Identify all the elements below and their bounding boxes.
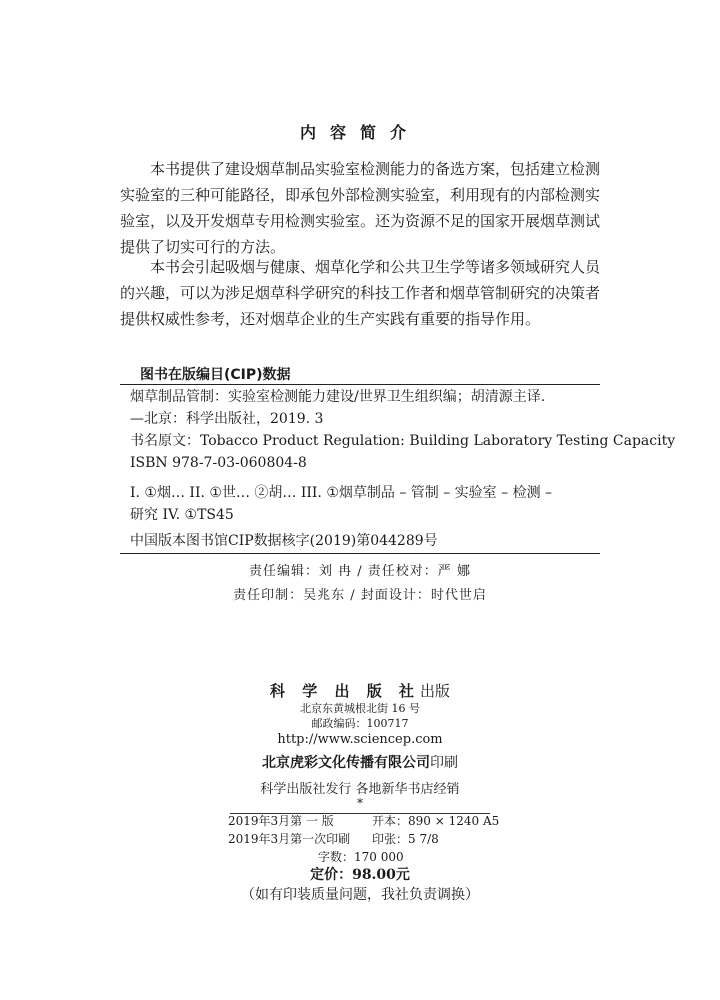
publisher-address: 北京东黄城根北街 16 号: [300, 702, 420, 715]
publisher-block: [0, 680, 720, 814]
publisher-url: http://www.sciencep.com: [277, 732, 443, 747]
price-label: 定价：: [310, 867, 353, 883]
cip-line-classification: I. ①烟… II. ①世… ②胡… III. ①烟草制品 – 管制 – 实验室 – 检测 –: [130, 485, 553, 501]
separator-star: *: [357, 796, 363, 810]
printer-suffix: 印刷: [430, 755, 458, 771]
publisher-name-text: 科 学 出 版 社: [270, 682, 420, 700]
summary-paragraph-1: 本书提供了建设烟草制品实验室检测能力的备选方案，包括建立检测实验室的三种可能路径，即承包外部检测实验室，利用现有的内部检测实验室，以及开发烟草专用检测实验室。还为资源不足的国家开展烟草测试提供了切实可行的方法。: [120, 160, 601, 256]
summary-title: 内容简介: [299, 123, 420, 142]
edition-format: 开本：890 × 1240 A5: [372, 814, 500, 828]
summary-paragraph-2: 本书会引起吸烟与健康、烟草化学和公共卫生学等诸多领域研究人员的兴趣，可以为涉足烟草科学研究的科技工作者和烟草管制研究的决策者提供权威性参考，还对烟草企业的生产实践有重要的指导作用。: [120, 258, 601, 328]
distribution-line: 科学出版社发行 各地新华书店经销: [260, 782, 460, 797]
publisher-name: [0, 680, 720, 701]
printing-date: 2019年3月第一次印刷: [228, 832, 351, 846]
price-line: [0, 864, 720, 884]
quality-notice: （如有印装质量问题，我社负责调换）: [241, 887, 479, 903]
printed-sheets: 印张：5 7/8: [372, 832, 439, 846]
word-count: 字数：170 000: [318, 850, 404, 864]
publisher-postcode: 邮政编码：100717: [311, 717, 409, 730]
printer-line: [0, 752, 720, 772]
cip-line-cip-number: 中国版本图书馆CIP数据核字(2019)第044289号: [130, 533, 438, 549]
publisher-name-suffix: 出版: [419, 682, 450, 700]
cip-line-3: 书名原文：Tobacco Product Regulation: Building Laboratory Testing Capacity: [130, 433, 676, 449]
cip-line-classification-cont: 研究 IV. ①TS45: [130, 507, 234, 523]
cip-line-2: —北京：科学出版社，2019. 3: [130, 411, 324, 427]
edition-date: 2019年3月第 一 版: [228, 814, 334, 828]
cip-line-isbn: ISBN 978-7-03-060804-8: [130, 455, 307, 471]
price-value: 98.00元: [352, 867, 410, 883]
credit-editors: 责任编辑：刘 冉 / 责任校对：严 娜: [249, 564, 471, 579]
printer-name: 北京虎彩文化传播有限公司: [262, 755, 430, 771]
credit-production: 责任印制：吴兆东 / 封面设计：时代世启: [233, 588, 487, 603]
cip-line-1: 烟草制品管制：实验室检测能力建设/世界卫生组织编；胡清源主译.: [130, 389, 546, 405]
cip-title: 图书在版编目(CIP)数据: [140, 367, 291, 383]
